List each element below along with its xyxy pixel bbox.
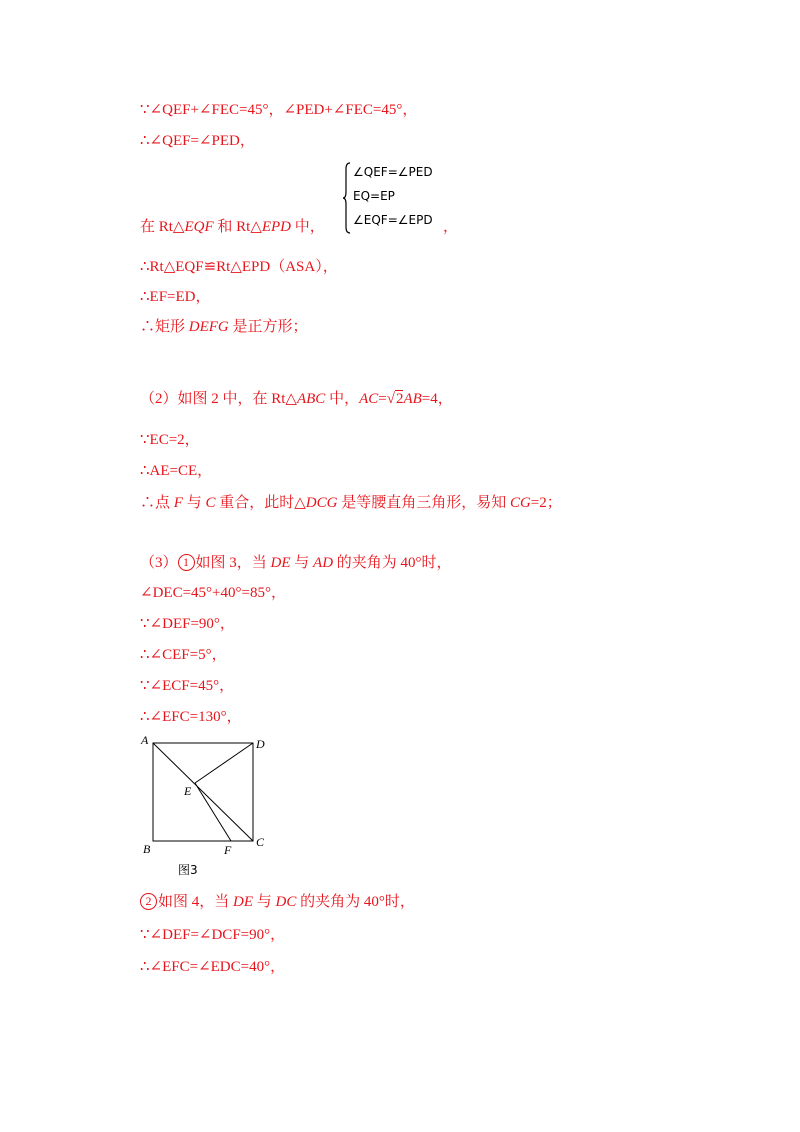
line-angle-sum xyxy=(140,100,417,120)
text: ∴∠QEF=∠PED， xyxy=(140,133,255,149)
line-angle-equal xyxy=(140,131,255,151)
line-def-dcf xyxy=(140,925,285,945)
text: 是等腰直角三角形，易知 xyxy=(337,495,510,511)
segment: AB xyxy=(403,391,422,407)
segment: DE xyxy=(270,555,291,571)
point: F xyxy=(173,495,183,511)
text: 在 Rt△ xyxy=(140,219,185,235)
triangle-name: ABC xyxy=(296,391,326,407)
circled-number: 1 xyxy=(178,554,195,571)
circled-number: 2 xyxy=(140,893,157,910)
shape-name: DEFG xyxy=(188,319,229,335)
text: 是正方形； xyxy=(228,319,308,335)
line-ec xyxy=(140,430,200,450)
point-label-c: C xyxy=(256,835,265,849)
text: 与 xyxy=(290,555,314,571)
text: 中， xyxy=(291,219,325,235)
text: 与 xyxy=(253,894,276,910)
text: ∴矩形 xyxy=(140,319,189,335)
text: ∵∠DEF=∠DCF=90°， xyxy=(140,927,286,943)
line-ef-ed xyxy=(140,287,211,307)
text: ∠DEC=45°+40°=85°， xyxy=(140,585,286,601)
segment: CG xyxy=(509,495,531,511)
text: ∴点 xyxy=(140,495,174,511)
point-label-b: B xyxy=(143,842,151,856)
text: ∵EC=2， xyxy=(140,432,200,448)
line-congruent xyxy=(140,257,338,277)
text: 与 xyxy=(182,495,206,511)
text: ∵∠ECF=45°， xyxy=(140,678,235,694)
segment: AD xyxy=(313,555,334,571)
text: （3） xyxy=(140,555,178,571)
line-part2 xyxy=(140,389,453,409)
text: ∴Rt△EQF≌Rt△EPD（ASA）， xyxy=(140,259,338,275)
line-f-c-coincide xyxy=(140,493,562,513)
sqrt-sign: √ xyxy=(386,391,395,407)
brace-icon xyxy=(342,161,352,235)
figure-caption: 图3 xyxy=(178,863,198,877)
text: 中， xyxy=(325,391,360,407)
line-cef xyxy=(140,645,227,665)
segment: DC xyxy=(275,894,297,910)
text: 的夹角为 40°时， xyxy=(333,555,452,571)
text: 重合，此时△ xyxy=(215,495,306,511)
text: ∴AE=CE， xyxy=(140,463,213,479)
point-label-a: A xyxy=(141,733,149,747)
line-efc xyxy=(140,707,242,727)
segment: DE xyxy=(233,894,254,910)
system-row-3: ∠EQF=∠EPD xyxy=(353,213,433,227)
text: ∴∠CEF=5°， xyxy=(140,647,227,663)
segment: AC xyxy=(359,391,379,407)
text: ∵∠DEF=90°， xyxy=(140,616,235,632)
text: =2； xyxy=(530,495,562,511)
radicand: 2 xyxy=(395,391,404,407)
text: （2）如图 2 中，在 Rt△ xyxy=(140,391,297,407)
text: ∴∠EFC=∠EDC=40°， xyxy=(140,959,286,975)
line-in-triangles xyxy=(140,217,325,237)
sqrt-expression xyxy=(387,389,404,409)
text: ∴∠EFC=130°， xyxy=(140,709,242,725)
line-square-conclusion xyxy=(140,317,308,337)
system-row-2: EQ=EP xyxy=(353,189,395,203)
triangle-name: EPD xyxy=(261,219,292,235)
triangle-name: DCG xyxy=(305,495,338,511)
text: ∵∠QEF+∠FEC=45°，∠PED+∠FEC=45°， xyxy=(140,102,418,118)
line-part3 xyxy=(140,553,452,573)
point-label-d: D xyxy=(256,737,265,751)
line-ecf xyxy=(140,676,234,696)
equation-system xyxy=(342,161,462,235)
system-row-1: ∠QEF=∠PED xyxy=(353,165,433,179)
text: ， xyxy=(443,219,459,235)
line-dec xyxy=(140,583,286,603)
line-def xyxy=(140,614,235,634)
text: =4， xyxy=(421,391,453,407)
text: 如图 3，当 xyxy=(195,555,271,571)
text: 如图 4，当 xyxy=(158,894,234,910)
line-part3-case2 xyxy=(140,892,415,912)
line-efc-edc xyxy=(140,957,285,977)
text: 和 Rt△ xyxy=(213,219,262,235)
geometry-diagram xyxy=(135,733,275,883)
point-label-e: E xyxy=(184,784,192,798)
text: = xyxy=(378,391,387,407)
line-ae-ce xyxy=(140,461,212,481)
point: C xyxy=(205,495,216,511)
text: 的夹角为 40°时， xyxy=(296,894,415,910)
text: ∴EF=ED， xyxy=(140,289,211,305)
triangle-name: EQF xyxy=(184,219,214,235)
point-label-f: F xyxy=(224,843,232,857)
figure-3 xyxy=(135,733,275,883)
